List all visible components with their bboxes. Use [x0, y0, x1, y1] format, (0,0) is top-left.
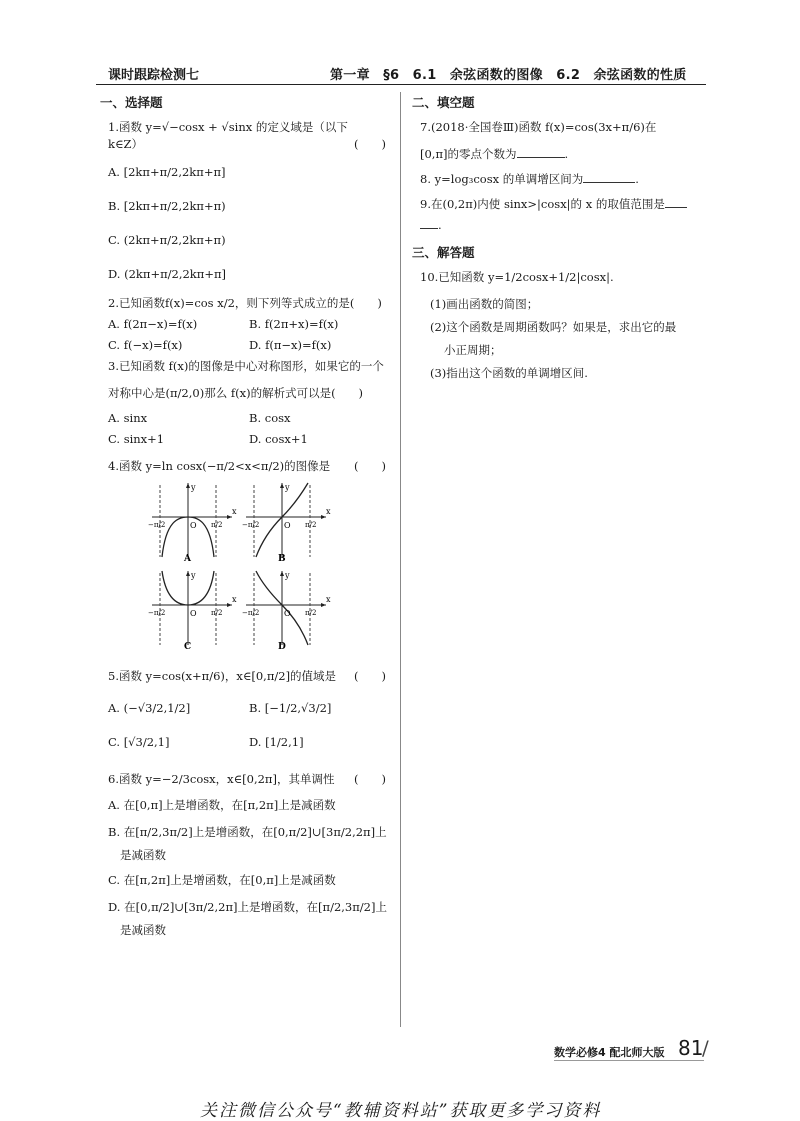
q1-option-d: D. (2kπ+π/2,2kπ+π]	[108, 266, 227, 281]
q1-text-2: k∈Z）	[108, 137, 143, 151]
q6-answer-paren: ( )	[354, 771, 386, 786]
q6-text: 6.函数 y=−2/3cosx，x∈[0,2π]，其单调性	[108, 771, 335, 786]
q4-text: 4.函数 y=ln cosx(−π/2<x<π/2)的图像是	[108, 459, 331, 473]
q1-option-a: A. [2kπ+π/2,2kπ+π]	[108, 164, 226, 179]
q7-text: 7.(2018·全国卷Ⅲ)函数 f(x)=cos(3x+π/6)在	[420, 120, 657, 134]
q10-part-2-cont: 小正周期；	[444, 343, 502, 357]
q9-blank-2	[420, 228, 438, 229]
question-10	[412, 269, 712, 382]
graph-d	[242, 569, 332, 651]
question-6	[100, 767, 390, 939]
graph-c	[148, 569, 238, 651]
q10-text: 10.已知函数 y=1/2cosx+1/2|cosx|.	[420, 270, 614, 284]
graph-b-pi2: π/2	[305, 521, 317, 529]
graph-a-pi2: π/2	[211, 521, 223, 529]
header-right: 第一章 §6 6.1 余弦函数的图像 6.2 余弦函数的性质	[330, 68, 687, 83]
graph-d-pi2: π/2	[305, 609, 317, 617]
q3-text: 3.已知函数 f(x)的图像是中心对称图形，如果它的一个	[108, 359, 384, 373]
question-3	[100, 358, 390, 448]
graph-b-origin: O	[284, 521, 291, 530]
graph-a-origin: O	[190, 521, 197, 530]
q1-answer-paren: ( )	[354, 137, 386, 151]
q8-blank	[583, 182, 635, 183]
q6-option-c: C. 在[π,2π]上是增函数，在[0,π]上是减函数	[108, 873, 336, 887]
header-left: 课时跟踪检测七	[108, 68, 200, 83]
q7-blank	[517, 157, 565, 158]
q1-text: 1.函数 y=√−cosx + √sinx 的定义域是（以下	[108, 120, 348, 134]
header-rule	[96, 84, 706, 85]
question-7: 7.(2018·全国卷Ⅲ)函数 f(x)=cos(3x+π/6)在 [0,π]的零点个数为 .	[412, 119, 712, 163]
graph-c-y-label: y	[191, 571, 196, 580]
section-answer-title: 三、解答题	[412, 245, 475, 260]
q5-option-a: A. (−√3/2,1/2]	[108, 700, 191, 715]
bottom-handwritten-note: 关注微信公众号“教辅资料站”获取更多学习资料	[200, 1101, 602, 1121]
q3-option-a: A. sinx	[108, 411, 148, 425]
graph-a-x-label: x	[232, 507, 237, 516]
question-8: 8. y=log₃cosx 的单调增区间为 .	[420, 172, 639, 186]
graph-a-neg-pi2: −π/2	[148, 521, 166, 529]
graph-c-pi2: π/2	[211, 609, 223, 617]
q2-text: 2.已知函数f(x)=cos x/2，则下列等式成立的是( )	[108, 296, 382, 310]
q9-blank	[665, 207, 687, 208]
q5-text: 5.函数 y=cos(x+π/6)，x∈[0,π/2]的值域是	[108, 668, 337, 683]
q3-option-d: D. cosx+1	[249, 432, 308, 446]
graph-a-label: A	[184, 554, 191, 563]
q2-option-d: D. f(π−x)=f(x)	[249, 338, 332, 352]
graph-d-x-label: x	[326, 595, 331, 604]
q8-text: 8. y=log₃cosx 的单调增区间为	[420, 172, 584, 186]
section-choice-title: 一、选择题	[100, 95, 163, 110]
graph-a-y-label: y	[191, 483, 196, 492]
q10-part-2: (2)这个函数是周期函数吗？如果是，求出它的最	[430, 320, 677, 334]
q9-text: 9.在(0,2π)内使 sinx>|cosx|的 x 的取值范围是	[420, 197, 665, 211]
q5-option-d: D. [1/2,1]	[249, 734, 304, 749]
graph-d-origin: O	[284, 609, 291, 618]
q10-part-3: (3)指出这个函数的单调增区间.	[430, 366, 588, 380]
page-slash-mark: /	[702, 1036, 709, 1060]
graph-a	[148, 481, 238, 563]
q5-option-c: C. [√3/2,1]	[108, 734, 170, 749]
section-fill-title: 二、填空题	[412, 95, 475, 110]
question-2	[100, 295, 390, 354]
q1-option-b: B. [2kπ+π/2,2kπ+π)	[108, 198, 226, 213]
q3-option-c: C. sinx+1	[108, 432, 165, 446]
q6-option-b: B. 在[π/2,3π/2]上是增函数，在[0,π/2]∪[3π/2,2π]上	[108, 825, 387, 839]
footer-book-title: 数学必修4 配北师大版	[554, 1046, 665, 1059]
q6-option-b-cont: 是减函数	[120, 848, 166, 862]
q6-option-d: D. 在[0,π/2]∪[3π/2,2π]上是增函数，在[π/2,3π/2]上	[108, 900, 387, 914]
q6-option-d-cont: 是减函数	[120, 923, 166, 937]
graph-d-neg-pi2: −π/2	[242, 609, 260, 617]
page-number: 81	[678, 1036, 704, 1060]
question-5	[100, 663, 390, 757]
q2-option-c: C. f(−x)=f(x)	[108, 338, 183, 352]
q2-option-a: A. f(2π−x)=f(x)	[108, 317, 198, 331]
question-1	[100, 119, 390, 289]
q3-option-b: B. cosx	[249, 411, 291, 425]
graph-b-neg-pi2: −π/2	[242, 521, 260, 529]
right-column	[412, 92, 712, 386]
graph-b-x-label: x	[326, 507, 331, 516]
graph-b-label: B	[278, 554, 286, 563]
q5-answer-paren: ( )	[354, 668, 386, 683]
q7-text-2: [0,π]的零点个数为	[420, 147, 517, 161]
graph-b	[242, 481, 332, 563]
q2-option-b: B. f(2π+x)=f(x)	[249, 317, 339, 331]
q1-option-c: C. (2kπ+π/2,2kπ+π)	[108, 232, 226, 247]
q5-option-b: B. [−1/2,√3/2]	[249, 700, 332, 715]
graph-b-y-label: y	[285, 483, 290, 492]
graph-c-origin: O	[190, 609, 197, 618]
question-9: 9.在(0,2π)内使 sinx>|cosx|的 x 的取值范围是 .	[412, 196, 712, 234]
q10-part-1: (1)画出函数的简图；	[430, 297, 539, 311]
q4-answer-paren: ( )	[354, 459, 386, 473]
graph-d-label: D	[278, 642, 286, 651]
graph-d-y-label: y	[285, 571, 290, 580]
q6-option-a: A. 在[0,π]上是增函数，在[π,2π]上是减函数	[108, 798, 336, 812]
column-divider	[400, 92, 401, 1027]
q4-graphs	[100, 481, 390, 651]
question-4	[100, 458, 390, 651]
graph-c-x-label: x	[232, 595, 237, 604]
left-column	[100, 92, 390, 943]
q3-text-2: 对称中心是(π/2,0)那么 f(x)的解析式可以是( )	[108, 386, 364, 400]
graph-c-neg-pi2: −π/2	[148, 609, 166, 617]
footer-rule	[554, 1060, 704, 1061]
graph-c-label: C	[184, 642, 192, 651]
